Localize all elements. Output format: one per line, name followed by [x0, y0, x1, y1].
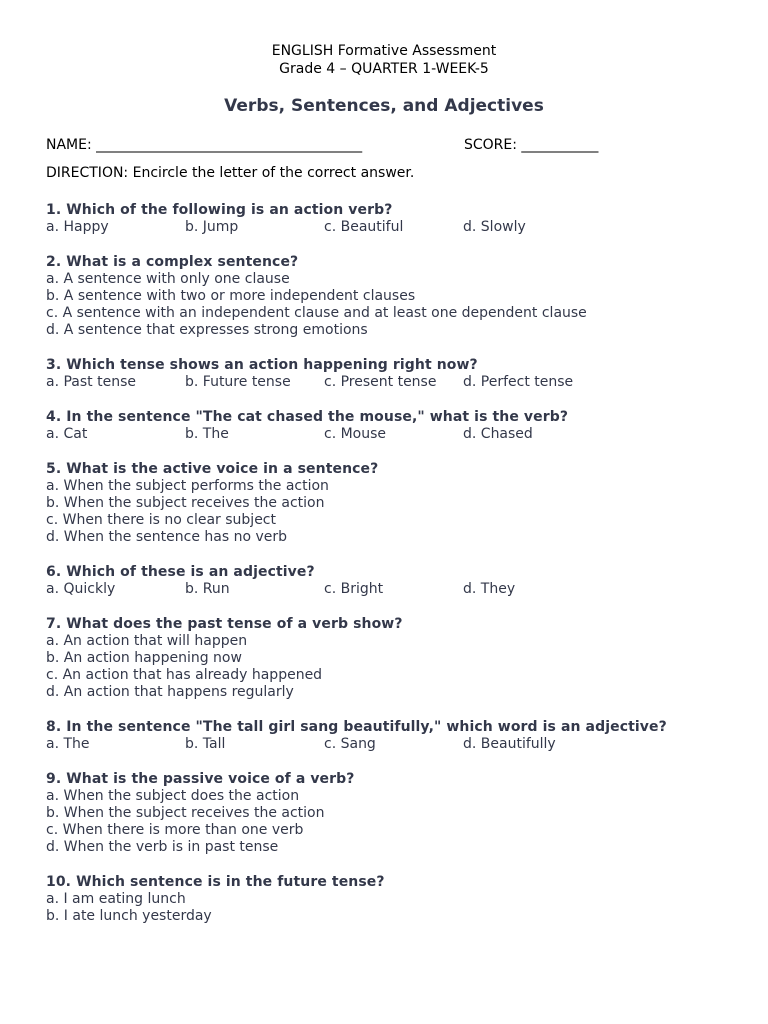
answer-choices-row	[46, 426, 686, 443]
question-item	[46, 719, 686, 753]
question-item	[46, 874, 686, 925]
question-stem: 7. What does the past tense of a verb show?	[46, 616, 403, 632]
answer-choice[interactable]: b. When the subject receives the action	[46, 495, 325, 511]
name-field: NAME: ______________________________________	[46, 137, 363, 153]
answer-choice[interactable]: a. When the subject does the action	[46, 788, 300, 804]
answer-choice[interactable]: d. Chased	[463, 426, 533, 442]
answer-choice[interactable]: b. I ate lunch yesterday	[46, 908, 212, 924]
answer-choice[interactable]: a. Past tense	[46, 374, 136, 390]
answer-choice[interactable]: b. Jump	[185, 219, 239, 235]
question-stem: 3. Which tense shows an action happening right now?	[46, 357, 478, 373]
answer-choice[interactable]: d. Beautifully	[463, 736, 556, 752]
question-stem: 1. Which of the following is an action verb?	[46, 202, 393, 218]
question-item	[46, 254, 686, 339]
answer-choice[interactable]: b. Run	[185, 581, 230, 597]
answer-choice[interactable]: d. A sentence that expresses strong emotions	[46, 322, 368, 338]
question-list	[46, 202, 686, 943]
answer-choice[interactable]: c. A sentence with an independent clause and at least one dependent clause	[46, 305, 587, 321]
answer-choices-row	[46, 374, 686, 391]
question-stem: 10. Which sentence is in the future tense?	[46, 874, 385, 890]
answer-choices-row	[46, 581, 686, 598]
direction-text: DIRECTION: Encircle the letter of the correct answer.	[46, 165, 415, 181]
answer-choice[interactable]: d. Slowly	[463, 219, 526, 235]
question-item	[46, 202, 686, 236]
answer-choice[interactable]: d. They	[463, 581, 516, 597]
question-stem: 8. In the sentence "The tall girl sang beautifully," which word is an adjective?	[46, 719, 667, 735]
header-subject: ENGLISH Formative Assessment	[271, 43, 497, 59]
answer-choices-row	[46, 219, 686, 236]
answer-choices-row	[46, 736, 686, 753]
answer-choice[interactable]: b. When the subject receives the action	[46, 805, 325, 821]
answer-choice[interactable]: a. I am eating lunch	[46, 891, 186, 907]
question-item	[46, 461, 686, 546]
page-title: Verbs, Sentences, and Adjectives	[224, 96, 544, 116]
question-item	[46, 564, 686, 598]
answer-choice[interactable]: d. An action that happens regularly	[46, 684, 294, 700]
answer-choice[interactable]: a. A sentence with only one clause	[46, 271, 290, 287]
answer-choice[interactable]: d. When the verb is in past tense	[46, 839, 279, 855]
answer-choice[interactable]: c. When there is more than one verb	[46, 822, 304, 838]
answer-choice[interactable]: c. Present tense	[324, 374, 437, 390]
answer-choice[interactable]: c. When there is no clear subject	[46, 512, 276, 528]
answer-choice[interactable]: b. An action happening now	[46, 650, 242, 666]
answer-choice[interactable]: d. When the sentence has no verb	[46, 529, 288, 545]
answer-choice[interactable]: a. Happy	[46, 219, 109, 235]
answer-choice[interactable]: c. Beautiful	[324, 219, 404, 235]
question-item	[46, 409, 686, 443]
score-field: SCORE: ___________	[464, 137, 599, 153]
question-stem: 5. What is the active voice in a sentence?	[46, 461, 379, 477]
question-stem: 2. What is a complex sentence?	[46, 254, 299, 270]
question-item	[46, 616, 686, 701]
answer-choice[interactable]: b. A sentence with two or more independent clauses	[46, 288, 416, 304]
answer-choice[interactable]: a. The	[46, 736, 90, 752]
answer-choice[interactable]: c. Sang	[324, 736, 376, 752]
question-stem: 6. Which of these is an adjective?	[46, 564, 315, 580]
question-item	[46, 771, 686, 856]
answer-choice[interactable]: a. Cat	[46, 426, 88, 442]
answer-choice[interactable]: a. Quickly	[46, 581, 116, 597]
answer-choice[interactable]: d. Perfect tense	[463, 374, 574, 390]
answer-choice[interactable]: a. When the subject performs the action	[46, 478, 329, 494]
question-item	[46, 357, 686, 391]
header-grade: Grade 4 – QUARTER 1-WEEK-5	[279, 61, 489, 77]
question-stem: 9. What is the passive voice of a verb?	[46, 771, 355, 787]
answer-choice[interactable]: c. An action that has already happened	[46, 667, 323, 683]
answer-choice[interactable]: c. Bright	[324, 581, 384, 597]
answer-choice[interactable]: a. An action that will happen	[46, 633, 248, 649]
answer-choice[interactable]: b. Tall	[185, 736, 226, 752]
answer-choice[interactable]: c. Mouse	[324, 426, 387, 442]
student-info-row	[46, 137, 726, 157]
answer-choice[interactable]: b. Future tense	[185, 374, 291, 390]
answer-choice[interactable]: b. The	[185, 426, 229, 442]
question-stem: 4. In the sentence "The cat chased the mouse," what is the verb?	[46, 409, 569, 425]
